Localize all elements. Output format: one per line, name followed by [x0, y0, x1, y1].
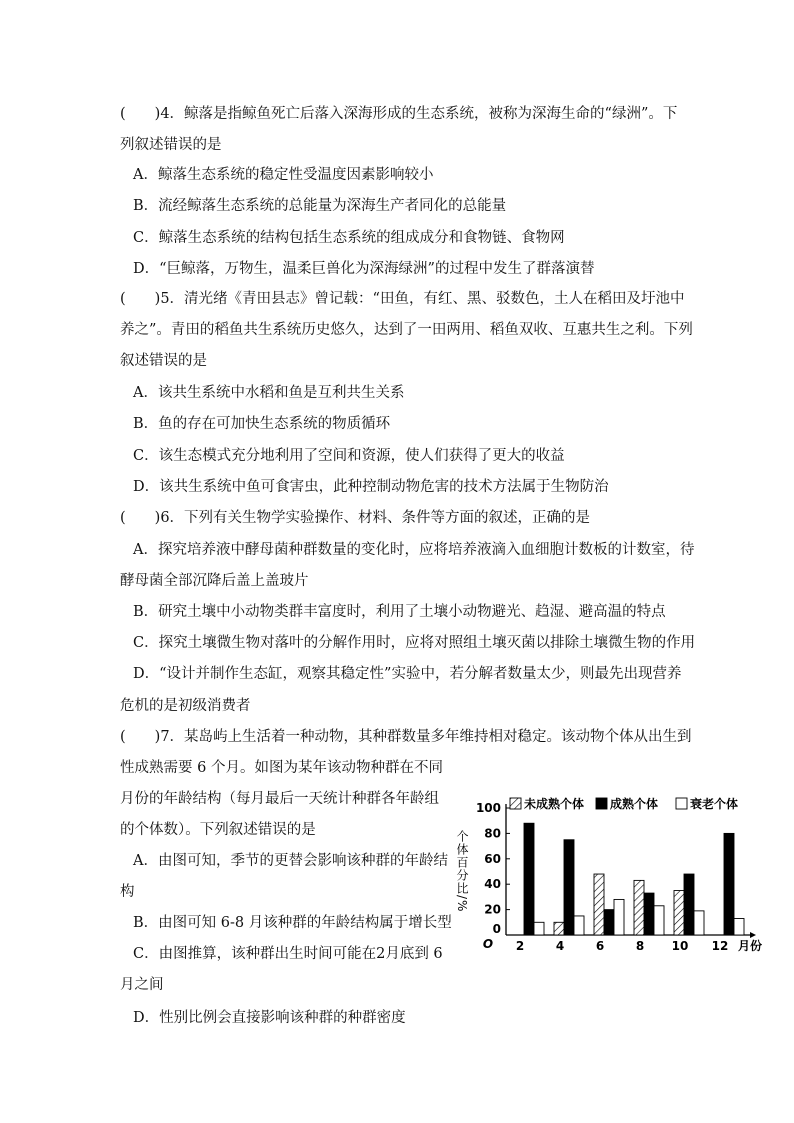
x-tick-label: 12 [711, 939, 729, 953]
bar-3-month-6 [614, 899, 624, 935]
q7-stem-line-4: 的个体数）。下列叙述错误的是 [120, 822, 316, 838]
q6-option-b: B．研究土壤中小动物类群丰富度时，利用了土壤小动物避光、趋湿、避高温的特点 [133, 604, 666, 620]
x-axis-label: 月份 [738, 939, 763, 953]
x-tick-label: 10 [671, 939, 689, 953]
q7-option-a-line-1: A．由图可知，季节的更替会影响该种群的年龄结 [133, 853, 448, 869]
q6-stem: ( )6．下列有关生物学实验操作、材料、条件等方面的叙述，正确的是 [120, 510, 591, 526]
q5-stem-line-3: 叙述错误的是 [120, 353, 207, 369]
legend-swatch-1 [510, 798, 521, 809]
q7-option-d: D．性别比例会直接影响该种群的种群密度 [133, 1010, 406, 1026]
legend-label-3: 衰老个体 [690, 797, 739, 811]
q5-option-a: A．该共生系统中水稻和鱼是互利共生关系 [133, 385, 405, 401]
q6-option-d-line-1: D．“设计并制作生态缸，观察其稳定性”实验中，若分解者数量太少，则最先出现营养 [133, 666, 682, 682]
y-tick-label: 20 [484, 902, 501, 917]
bar-3-month-4 [574, 916, 584, 935]
q6-option-c: C．探究土壤微生物对落叶的分解作用时，应将对照组土壤灭菌以排除土壤微生物的作用 [133, 635, 696, 651]
bar-1-month-8 [634, 880, 644, 935]
q4-option-a: A．鲸落生态系统的稳定性受温度因素影响较小 [133, 167, 434, 183]
bar-1-month-4 [554, 922, 564, 935]
q7-option-c-line-1: C．由图推算，该种群出生时间可能在2月底到 6 [133, 946, 443, 962]
y-tick-label: 40 [484, 877, 501, 892]
bar-2-month-12 [724, 833, 734, 935]
q5-stem-line-1: ( )5．清光绪《青田县志》曾记载：“田鱼，有红、黑、驳数色，土人在稻田及圩池中 [120, 291, 685, 307]
bar-2-month-4 [564, 840, 574, 935]
q4-stem-line-1: ( )4．鲸落是指鲸鱼死亡后落入深海形成的生态系统，被称为深海生命的“绿洲”。下 [120, 106, 678, 122]
q5-option-c: C．该生态模式充分地利用了空间和资源，使人们获得了更大的收益 [133, 448, 565, 464]
q7-stem-line-2: 性成熟需要 6 个月。如图为某年该动物种群在不同 [120, 760, 443, 776]
q4-option-b: B．流经鲸落生态系统的总能量为深海生产者同化的总能量 [133, 198, 507, 214]
bar-2-month-6 [604, 910, 614, 935]
legend-swatch-3 [676, 798, 687, 809]
q5-option-b: B．鱼的存在可加快生态系统的物质循环 [133, 416, 391, 432]
age-structure-bar-chart [448, 790, 778, 960]
q6-option-a-line-1: A．探究培养液中酵母菌种群数量的变化时，应将培养液滴入血细胞计数板的计数室，待 [133, 542, 695, 558]
bar-2-month-8 [644, 893, 654, 935]
y-tick-label: 0 [492, 922, 501, 936]
q7-option-c-line-2: 月之间 [120, 977, 164, 993]
bar-3-month-12 [734, 918, 744, 935]
x-axis-arrow [750, 932, 756, 938]
bar-2-month-2 [524, 823, 534, 935]
q4-option-c: C．鲸落生态系统的结构包括生态系统的组成成分和食物链、食物网 [133, 230, 565, 246]
q7-option-a-line-2: 构 [120, 884, 135, 900]
bar-2-month-10 [684, 874, 694, 935]
y-tick-label: 60 [484, 851, 501, 866]
bar-1-month-6 [594, 874, 604, 935]
q4-stem-line-2: 列叙述错误的是 [120, 137, 222, 153]
q7-stem-line-1: ( )7．某岛屿上生活着一种动物，其种群数量多年维持相对稳定。该动物个体从出生到 [120, 729, 692, 745]
x-tick-label: 6 [595, 939, 605, 953]
y-tick-label: 80 [484, 826, 501, 841]
x-tick-label: 8 [635, 939, 645, 953]
legend-label-1: 未成熟个体 [524, 797, 585, 811]
bar-3-month-10 [694, 911, 704, 935]
bar-1-month-10 [674, 891, 684, 935]
q6-option-d-line-2: 危机的是初级消费者 [120, 698, 251, 714]
y-tick-label: 100 [475, 801, 501, 815]
q5-option-d: D．该共生系统中鱼可食害虫，此种控制动物危害的技术方法属于生物防治 [133, 479, 609, 495]
origin-label: O [482, 937, 494, 951]
legend-swatch-2 [596, 798, 607, 809]
x-tick-label: 4 [555, 939, 565, 953]
legend-label-2: 成熟个体 [610, 797, 659, 811]
q5-stem-line-2: 养之”。青田的稻鱼共生系统历史悠久，达到了一田两用、稻鱼双收、互惠共生之利。下列 [120, 322, 693, 338]
bar-3-month-8 [654, 906, 664, 935]
x-tick-label: 2 [515, 939, 525, 953]
q4-option-d: D．“巨鲸落，万物生，温柔巨兽化为深海绿洲”的过程中发生了群落演替 [133, 261, 595, 277]
q7-option-b: B．由图可知 6-8 月该种群的年龄结构属于增长型 [133, 915, 452, 931]
q6-option-a-line-2: 酵母菌全部沉降后盖上盖玻片 [120, 573, 309, 589]
bar-3-month-2 [534, 922, 544, 935]
q7-stem-line-3: 月份的年龄结构（每月最后一天统计种群各年龄组 [120, 791, 439, 807]
y-axis-label: 个体百分比/% [455, 830, 469, 913]
